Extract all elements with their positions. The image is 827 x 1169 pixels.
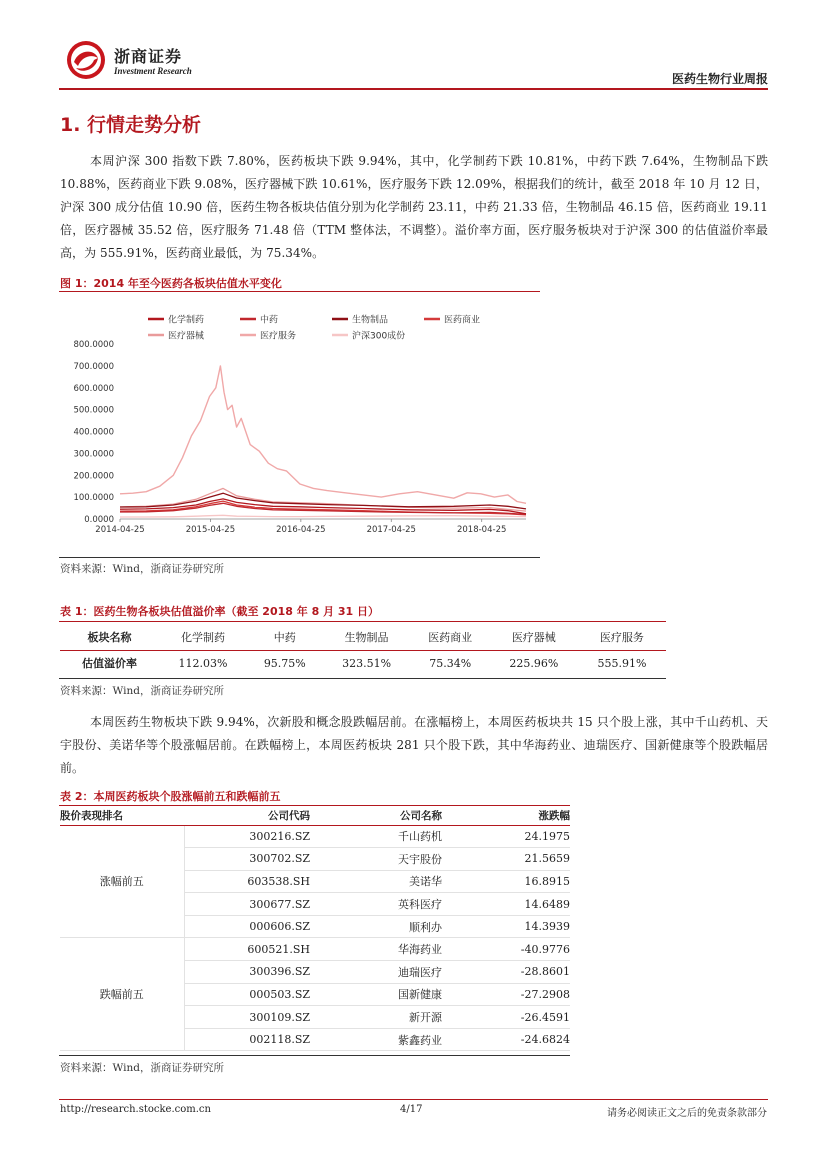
stock-change: -26.4591 [446, 1006, 570, 1029]
stock-name: 华海药业 [314, 938, 446, 961]
footer-url-link[interactable]: http://research.stocke.com.cn [60, 1104, 211, 1115]
page-number: 4/17 [400, 1104, 423, 1115]
legend-label: 医疗器械 [168, 331, 205, 342]
stock-change: -40.9776 [446, 938, 570, 961]
table1-cell: 323.51% [342, 656, 392, 670]
table-row [60, 825, 570, 848]
brand-logo-icon [66, 40, 106, 80]
legend-label: 化学制药 [168, 315, 205, 326]
table2-header-row [60, 806, 570, 825]
figure-title: 图 1：2014 年至今医药各板块估值水平变化 [60, 277, 282, 290]
table1-cell: 75.34% [429, 656, 472, 670]
stock-change: 16.8915 [446, 870, 570, 893]
y-tick-label: 200.0000 [73, 471, 114, 482]
brand-subtitle: Investment Research [114, 66, 192, 76]
stock-name: 顺利办 [314, 915, 446, 938]
x-tick-label: 2018-04-25 [456, 525, 507, 535]
table1-title: 表 1：医药生物各板块估值溢价率（截至 2018 年 8 月 31 日） [60, 605, 380, 618]
table1-col: 中药 [247, 624, 322, 650]
table2-title: 表 2：本周医药板块个股涨幅前五和跌幅前五 [60, 790, 281, 803]
x-tick-label: 2015-04-25 [185, 525, 236, 535]
stock-change: -27.2908 [446, 983, 570, 1006]
table1-col: 医疗服务 [578, 624, 666, 650]
stock-code: 300109.SZ [184, 1006, 314, 1029]
stock-change: 21.5659 [446, 848, 570, 871]
stock-code: 603538.SH [184, 870, 314, 893]
report-type: 医药生物行业周报 [671, 72, 768, 86]
stock-change: -28.8601 [446, 961, 570, 984]
y-tick-label: 700.0000 [73, 361, 114, 372]
table1-title-rule [59, 621, 666, 622]
table1-cell: 95.75% [263, 656, 306, 670]
figure-bottom-rule [59, 557, 540, 558]
stock-name: 国新健康 [314, 983, 446, 1006]
stock-name: 紫鑫药业 [314, 1028, 446, 1051]
x-tick-label: 2014-04-25 [95, 525, 145, 535]
table1-col: 化学制药 [159, 624, 247, 650]
stock-code: 300702.SZ [184, 848, 314, 871]
section-title: 1. 行情走势分析 [60, 114, 202, 136]
group-label-down: 跌幅前五 [60, 938, 184, 1051]
table-row [60, 938, 570, 961]
table2-header: 股价表现排名 [60, 806, 184, 825]
table2-header: 公司名称 [314, 806, 446, 825]
figure-source: 资料来源：Wind，浙商证券研究所 [60, 563, 224, 575]
x-tick-label: 2016-04-25 [276, 525, 326, 535]
paragraph-market-overview: 本周沪深 300 指数下跌 7.80%，医药板块下跌 9.94%，其中，化学制药下跌 10.81%，中药下跌 7.64%，生物制品下跌 10.88%，医药商业下跌 9.08%，医疗器械下跌 10.61%，医疗服务下跌 12.09%，根据我们的统计，截至 2018 年 10 月 12 日，沪深 300 成分估值 10.90 倍，医药生物各板块估值分别为化学制药 23.11，中药 21.33 倍，生物制品 46.15 倍，医药商业 19.11 倍，医疗器械 35.52 倍，医疗服务 71.48 倍（TTM 整体法，不调整）。溢价率方面，医疗服务板块对于沪深 300 的估值溢价率最高，为 555.91%，医药商业最低，为 75.34%。 [60, 154, 768, 260]
legend-label: 医疗服务 [260, 331, 297, 342]
table1-cell: 225.96% [509, 656, 559, 670]
stock-name: 千山药机 [314, 825, 446, 848]
y-tick-label: 600.0000 [73, 383, 114, 394]
y-tick-label: 300.0000 [73, 449, 114, 460]
table1-value-row [60, 650, 666, 676]
table1-cell: 555.91% [597, 656, 647, 670]
group-label-up: 涨幅前五 [60, 825, 184, 938]
legend-label: 沪深300成份 [352, 331, 406, 342]
stock-code: 000503.SZ [184, 983, 314, 1006]
chart-legend [148, 314, 480, 342]
legend-label: 生物制品 [352, 315, 389, 326]
table1-col: 医药商业 [411, 624, 490, 650]
brand-name: 浙商证券 [114, 47, 183, 66]
figure-title-rule [59, 291, 540, 292]
stock-change: 24.1975 [446, 825, 570, 848]
table1-col: 生物制品 [323, 624, 411, 650]
footer-divider [59, 1099, 768, 1100]
stock-name: 英科医疗 [314, 893, 446, 916]
disclaimer-note: 请务必阅读正文之后的免责条款部分 [607, 1108, 767, 1119]
y-tick-label: 800.0000 [73, 340, 114, 350]
stock-code: 300396.SZ [184, 961, 314, 984]
legend-label: 中药 [260, 315, 279, 326]
table2-bottom-rule [59, 1055, 570, 1056]
series-line-6 [120, 366, 526, 503]
stock-code: 300677.SZ [184, 893, 314, 916]
table2-header: 涨跌幅 [446, 806, 570, 825]
stock-change: -24.6824 [446, 1028, 570, 1051]
premium-table [60, 624, 666, 676]
stock-code: 002118.SZ [184, 1028, 314, 1051]
table1-header-row [60, 624, 666, 650]
y-tick-label: 400.0000 [73, 427, 114, 438]
table2-header: 公司代码 [184, 806, 314, 825]
stock-change: 14.6489 [446, 893, 570, 916]
stock-name: 天宇股份 [314, 848, 446, 871]
x-tick-label: 2017-04-25 [366, 525, 416, 535]
table2-source: 资料来源：Wind，浙商证券研究所 [60, 1062, 224, 1074]
table1-source: 资料来源：Wind，浙商证券研究所 [60, 685, 224, 697]
chart-series [120, 366, 526, 517]
stock-name: 新开源 [314, 1006, 446, 1029]
table1-row-label: 估值溢价率 [81, 657, 137, 671]
y-tick-label: 500.0000 [73, 405, 114, 416]
stock-name: 迪瑞医疗 [314, 961, 446, 984]
stock-code: 600521.SH [184, 938, 314, 961]
stock-code: 300216.SZ [184, 825, 314, 848]
table1-col: 医疗器械 [490, 624, 578, 650]
table1-cell: 112.03% [178, 656, 228, 670]
paragraph-stock-movers: 本周医药生物板块下跌 9.94%，次新股和概念股跌幅居前。在涨幅榜上，本周医药板块共 15 只个股上涨，其中千山药机、天宇股份、美诺华等个股涨幅居前。在跌幅榜上，本周医药板块 281 只个股下跌，其中华海药业、迪瑞医疗、国新健康等个股跌幅居前。 [60, 715, 768, 775]
stock-name: 美诺华 [314, 870, 446, 893]
legend-label: 医药商业 [444, 315, 481, 326]
table1-header-label: 板块名称 [60, 624, 159, 650]
stock-change: 14.3939 [446, 915, 570, 938]
y-tick-label: 100.0000 [73, 493, 114, 504]
valuation-line-chart [60, 300, 540, 548]
header-divider [59, 88, 768, 90]
top-movers-table [60, 806, 570, 1051]
stock-code: 000606.SZ [184, 915, 314, 938]
y-tick-label: 0.0000 [84, 515, 114, 525]
series-line-7 [120, 515, 526, 517]
table1-bottom-rule [59, 678, 666, 679]
